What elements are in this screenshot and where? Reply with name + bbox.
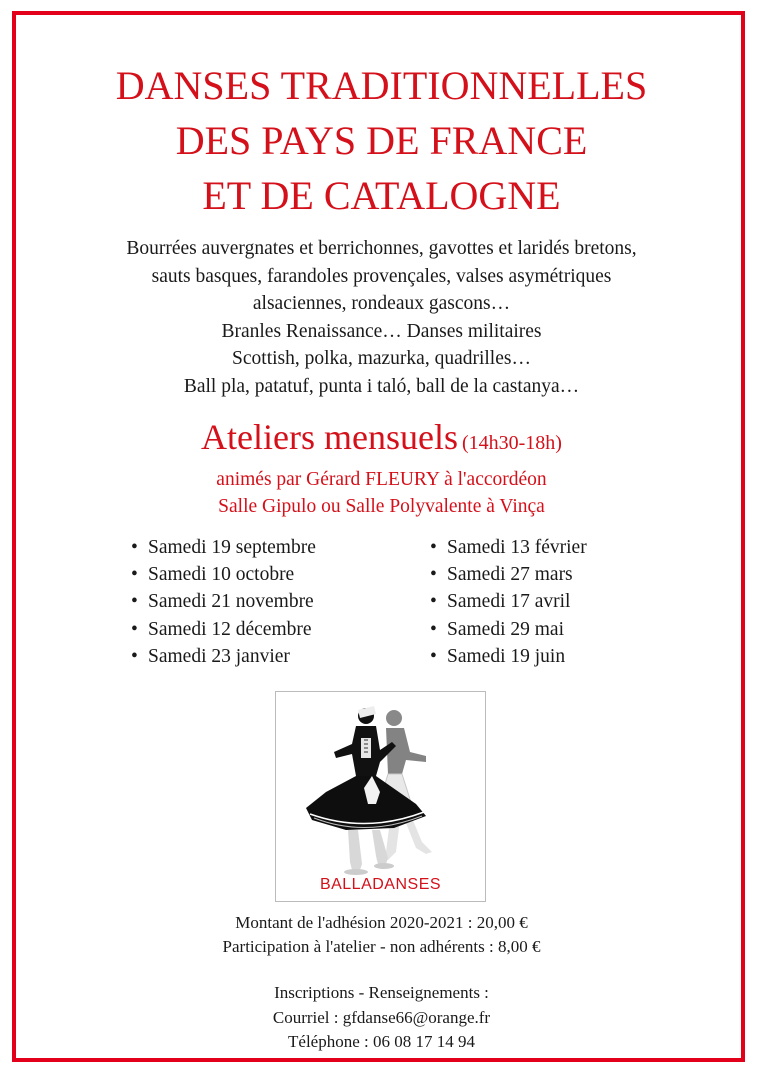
date-item <box>131 616 316 643</box>
logo-label: BALLADANSES <box>319 876 442 893</box>
date-text: Samedi 29 mai <box>447 618 564 640</box>
contact-phone: Téléphone : 06 08 17 14 94 <box>288 1032 475 1051</box>
date-text: Samedi 19 juin <box>447 645 566 667</box>
title-line-2: DES PAYS DE FRANCE <box>175 118 588 163</box>
date-item <box>430 588 587 615</box>
dances-line-1: Bourrées auvergnates et berrichonnes, gavottes et laridés bretons, <box>126 238 637 259</box>
contact <box>0 981 763 1055</box>
dances-description <box>0 235 763 400</box>
dances-line-6: Ball pla, patatuf, punta i taló, ball de la castanya… <box>183 375 580 397</box>
contact-email: Courriel : gfdanse66@orange.fr <box>272 1007 491 1027</box>
date-text: Samedi 21 novembre <box>148 591 314 613</box>
dates-column-2 <box>430 534 587 670</box>
date-item <box>131 561 316 588</box>
dates-column-1 <box>131 534 316 670</box>
title-line-3: ET DE CATALOGNE <box>202 173 561 218</box>
date-item <box>430 534 587 561</box>
dances-line-5: Scottish, polka, mazurka, quadrilles… <box>232 348 531 369</box>
bullet-icon: • <box>430 564 437 586</box>
date-item <box>131 588 316 615</box>
balladanses-logo <box>275 691 486 902</box>
dances-line-3: alsaciennes, rondeaux gascons… <box>252 293 511 314</box>
fees <box>0 911 763 959</box>
bullet-icon: • <box>430 618 437 640</box>
dances-line-2: sauts basques, farandoles provençales, valses asymétriques <box>151 265 612 287</box>
title-line-1: DANSES TRADITIONNELLES <box>115 63 648 108</box>
date-text: Samedi 23 janvier <box>148 645 290 667</box>
ateliers-details <box>0 466 763 520</box>
bullet-icon: • <box>131 564 138 586</box>
date-text: Samedi 27 mars <box>447 564 573 586</box>
date-item <box>430 616 587 643</box>
bullet-icon: • <box>131 618 138 640</box>
ateliers-hours: (14h30-18h) <box>461 432 562 454</box>
bullet-icon: • <box>430 591 437 613</box>
date-item <box>131 534 316 561</box>
participation-fee: Participation à l'atelier - non adhérents : 8,00 € <box>222 937 541 956</box>
date-text: Samedi 13 février <box>447 537 587 558</box>
ateliers-title: Ateliers mensuels <box>201 417 458 457</box>
venue-line: Salle Gipulo ou Salle Polyvalente à Vinça <box>218 496 545 517</box>
date-text: Samedi 10 octobre <box>148 564 295 586</box>
poster-title <box>0 58 763 223</box>
date-item <box>131 643 316 670</box>
bullet-icon: • <box>430 645 437 667</box>
date-text: Samedi 17 avril <box>447 591 571 613</box>
date-text: Samedi 19 septembre <box>148 537 316 558</box>
date-item <box>430 643 587 670</box>
bullet-icon: • <box>131 645 138 667</box>
bullet-icon: • <box>430 537 437 558</box>
membership-fee: Montant de l'adhésion 2020-2021 : 20,00 € <box>235 913 528 932</box>
contact-heading: Inscriptions - Renseignements : <box>274 983 489 1002</box>
dancers-illustration <box>276 692 485 901</box>
ateliers-heading <box>0 416 763 458</box>
bullet-icon: • <box>131 537 138 558</box>
animator-line: animés par Gérard FLEURY à l'accordéon <box>216 469 547 490</box>
date-text: Samedi 12 décembre <box>148 618 312 640</box>
dances-line-4: Branles Renaissance… Danses militaires <box>221 320 542 342</box>
bullet-icon: • <box>131 591 138 613</box>
date-item <box>430 561 587 588</box>
